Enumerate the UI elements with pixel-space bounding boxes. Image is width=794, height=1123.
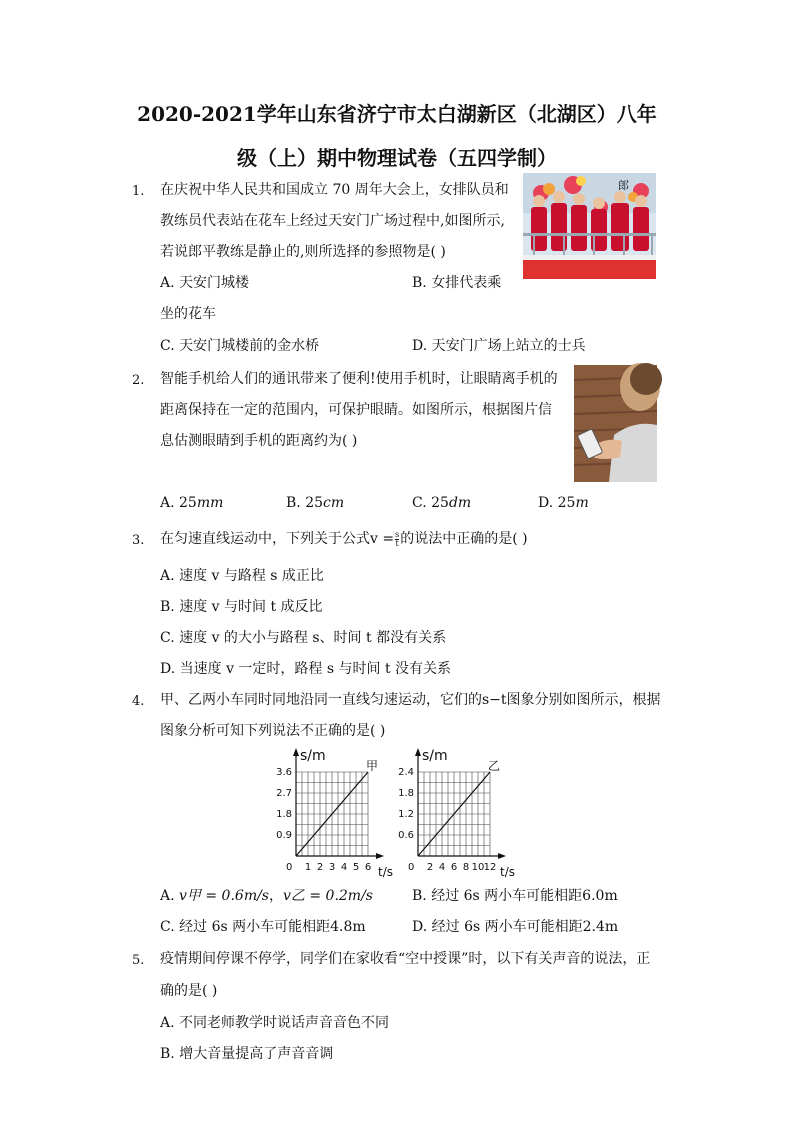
chart-yi-x-arrow [498,853,506,859]
q1-photo-label: 郎 [618,179,629,192]
q2-stem-line2: 距离保持在一定的范围内，可保护眼睛。如图所示，根据图片信 [160,402,552,418]
q4-stem-line1: 甲、乙两小车同时同地沿同一直线匀速运动，它们的s−t图象分别如图所示，根据 [160,692,661,708]
page-title-line1: 2020-2021学年山东省济宁市太白湖新区（北湖区）八年 [137,102,657,126]
page-title-line2: 级（上）期中物理试卷（五四学制） [237,146,557,170]
chart-jia-origin-label: 0 [286,862,293,873]
q1-option-b-cont: 坐的花车 [160,306,216,322]
q1-option-a[interactable]: A. 天安门城楼 [160,275,250,291]
q2-option-c[interactable]: C. 25dm [412,495,472,511]
q5-option-a[interactable]: A. 不同老师教学时说话声音音色不同 [160,1015,390,1031]
chart-yi-origin-label: 0 [408,862,415,873]
chart-jia-y-label: s/m [300,748,326,764]
chart-jia-series-name: 甲 [366,759,379,773]
q2-option-b[interactable]: B. 25cm [286,495,345,511]
q4-stem-line2: 图象分析可知下列说法不正确的是( ) [160,723,386,739]
q4-option-c[interactable]: C. 经过 6s 两小车可能相距4.8m [160,919,366,935]
q5-option-b[interactable]: B. 增大音量提高了声音音调 [160,1046,334,1062]
q2-option-a[interactable]: A. 25mm [160,495,224,511]
chart-jia-x-arrow [376,853,384,859]
q4-option-b[interactable]: B. 经过 6s 两小车可能相距6.0m [412,888,618,904]
chart-jia-y-tick-label: 3.6 [276,767,292,778]
q1-number: 1. [132,184,145,199]
chart-jia-y-tick-label: 2.7 [276,788,292,799]
q2-stem-line1: 智能手机给人们的通讯带来了便利!使用手机时，让眼睛离手机的 [160,371,558,387]
q5-stem-line1: 疫情期间停课不停学，同学们在家收看“空中授课”时，以下有关声音的说法，正 [160,951,651,967]
chart-jia-x-tick-label: 2 [316,862,324,873]
chart-yi-y-tick-label: 1.2 [398,809,414,820]
q1-option-c[interactable]: C. 天安门城楼前的金水桥 [160,338,320,354]
q3-number: 3. [132,533,145,548]
chart-jia-x-tick-label: 5 [352,862,360,873]
chart-yi-x-label: t/s [500,865,515,879]
q1-stem-line3: 若说郎平教练是静止的,则所选择的参照物是( ) [160,244,446,260]
chart-yi-y-tick-label: 2.4 [398,767,414,778]
formula-fraction: $\frac{s}{t}$ [395,529,400,548]
chart-jia-x-label: t/s [378,865,393,879]
q5-stem-line2: 确的是( ) [160,983,218,999]
chart-yi-x-tick-label: 8 [462,862,470,873]
chart-yi [392,742,522,880]
chart-yi-x-tick-label: 2 [426,862,434,873]
q2-photo-phone-user [574,365,657,482]
chart-yi-y-arrow [415,748,421,756]
chart-yi-x-tick-label: 6 [450,862,458,873]
chart-jia-x-tick-label: 1 [304,862,312,873]
chart-jia [270,742,393,880]
chart-yi-x-tick-label: 10 [471,862,485,873]
chart-yi-series-name: 乙 [488,759,501,773]
q1-stem-line2: 教练员代表站在花车上经过天安门广场过程中,如图所示, [160,213,505,229]
q2-option-d[interactable]: D. 25m [538,495,589,511]
q3-option-d[interactable]: D. 当速度 v 一定时，路程 s 与时间 t 没有关系 [160,661,452,677]
chart-yi-y-label: s/m [422,748,448,764]
chart-yi-x-tick-label: 4 [438,862,446,873]
q5-number: 5. [132,953,145,968]
q1-photo-volleyball-float [523,173,656,279]
chart-jia-y-arrow [293,748,299,756]
q3-option-a[interactable]: A. 速度 v 与路程 s 成正比 [160,568,324,584]
q4-option-d[interactable]: D. 经过 6s 两小车可能相距2.4m [412,919,619,935]
chart-jia-x-tick-label: 4 [340,862,348,873]
q2-number: 2. [132,373,145,388]
chart-jia-x-tick-label: 3 [328,862,336,873]
q3-option-c[interactable]: C. 速度 v 的大小与路程 s、时间 t 都没有关系 [160,630,447,646]
q1-stem-line1: 在庆祝中华人民共和国成立 70 周年大会上，女排队员和 [160,182,509,198]
chart-yi-y-tick-label: 1.8 [398,788,414,799]
q2-stem-line3: 息估测眼睛到手机的距离约为( ) [160,433,358,449]
chart-jia-y-tick-label: 1.8 [276,809,292,820]
q3-stem: 在匀速直线运动中，下列关于公式v = $\frac{s}{t}$ 的说法中正确的是( ) [160,529,528,548]
q1-option-b[interactable]: B. 女排代表乘 [412,275,502,291]
q4-option-a[interactable]: A. v甲 = 0.6m/s，v乙 = 0.2m/s [160,888,373,904]
chart-yi-x-tick-label: 12 [483,862,497,873]
q4-number: 4. [132,694,145,709]
q3-option-b[interactable]: B. 速度 v 与时间 t 成反比 [160,599,323,615]
q1-option-d[interactable]: D. 天安门广场上站立的士兵 [412,338,586,354]
chart-yi-y-tick-label: 0.6 [398,830,414,841]
chart-jia-x-tick-label: 6 [364,862,372,873]
chart-jia-y-tick-label: 0.9 [276,830,292,841]
